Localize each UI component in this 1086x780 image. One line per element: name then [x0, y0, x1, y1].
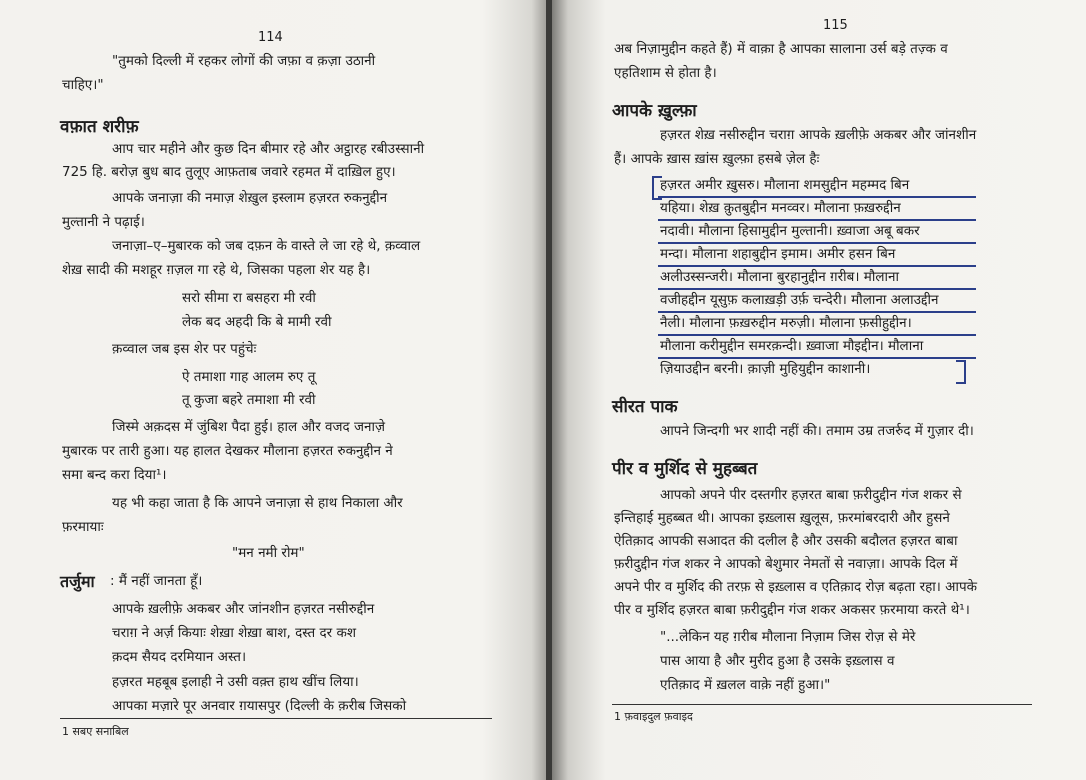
- right-page: [552, 0, 1086, 780]
- khulfa-line: नैली। मौलाना फ़ख़रुद्दीन मरुज़ी। मौलाना फ़सीहुद्दीन।: [660, 315, 912, 331]
- text-line: चराग़ ने अर्ज़ कियाः शेख़ा शेख़ा बाश, दस्त दर कश: [112, 625, 357, 641]
- footnote-rule: [612, 704, 1032, 705]
- text-line: अपने पीर व मुर्शिद की तरफ़ से इख़्लास व एतिक़ाद रोज़ बढ़ता रहा। आपके: [614, 579, 978, 595]
- text-line: जिस्मे अक़दस में जुंबिश पैदा हुई। हाल और वजद जनाज़े: [112, 419, 386, 435]
- section-heading: वफ़ात शरीफ़: [60, 117, 139, 137]
- tarjuma-text: : मैं नहीं जानता हूँ।: [110, 573, 203, 589]
- page-number: 115: [823, 18, 848, 33]
- khulfa-line: हज़रत अमीर ख़ुसरु। मौलाना शमसुद्दीन महम्मद बिन: [660, 177, 910, 193]
- ink-underline: [658, 334, 976, 336]
- text-line: इन्तिहाई मुहब्बत थी। आपका इख़्लास ख़ुलूस, फ़रमांबरदारी और हुसने: [614, 510, 950, 526]
- ink-underline: [658, 242, 976, 244]
- text-line: आप चार महीने और कुछ दिन बीमार रहे और अट्ठारह रबीउस्सानी: [112, 141, 425, 157]
- text-line: मुबारक पर तारी हुआ। यह हालत देखकर मौलाना हज़रत रुकनुद्दीन ने: [62, 443, 393, 459]
- khulfa-line: मौलाना करीमुद्दीन समरक़न्दी। ख़्वाजा मौइद्दीन। मौलाना: [660, 338, 924, 354]
- footnote: 1 सबए सनाबिल: [62, 725, 129, 738]
- quote-line: पास आया है और मुरीद हुआ है उसके इख़्लास व: [660, 653, 895, 669]
- text-line: एहतिशाम से होता है।: [614, 65, 717, 81]
- footnote: 1 फ़वाइदुल फ़वाइद: [614, 710, 693, 723]
- text-line: यह भी कहा जाता है कि आपने जनाज़ा से हाथ निकाला और: [112, 495, 403, 511]
- khulfa-line: ज़ियाउद्दीन बरनी। क़ाज़ी मुहियुद्दीन काशानी।: [660, 361, 871, 377]
- section-heading: आपके ख़ुल्फ़ा: [612, 101, 697, 121]
- text-line: हैं। आपके ख़ास ख़ांस ख़ुल्फ़ा हसबे ज़ेल हैः: [614, 151, 820, 167]
- verse-line: तू कुजा बहरे तमाशा मी रवी: [182, 392, 316, 408]
- text-line: फ़रीदुद्दीन गंज शकर ने आपको बेशुमार नेमतों से नवाज़ा। आपके दिल में: [614, 556, 958, 572]
- quote-line: एतिक़ाद में ख़लल वाक़े नहीं हुआ।": [660, 677, 831, 693]
- text-line: आपका मज़ारे पूर अनवार ग़यासपुर (दिल्ली के क़रीब जिसको: [112, 698, 407, 714]
- ink-underline: [658, 196, 976, 198]
- section-heading: पीर व मुर्शिद से मुहब्बत: [612, 459, 758, 479]
- section-heading: सीरत पाक: [612, 397, 678, 417]
- text-line: हज़रत महबूब इलाही ने उसी वक़्त हाथ खींच लिया।: [112, 674, 359, 690]
- text-line: अब निज़ामुद्दीन कहते हैं) में वाक़ा है आपका सालाना उर्स बड़े तज़्क व: [614, 41, 948, 57]
- ink-underline: [658, 357, 976, 359]
- text-line: हज़रत शेख़ नसीरुद्दीन चराग़ आपके ख़लीफ़े अकबर और जांनशीन: [660, 127, 977, 143]
- text-line: शेख़ सादी की मशहूर ग़ज़ल गा रहे थे, जिसका पहला शेर यह है।: [62, 262, 371, 278]
- tarjuma-label: तर्जुमा: [60, 572, 95, 591]
- text-line: क़व्वाल जब इस शेर पर पहुंचेः: [112, 341, 257, 357]
- text-line: 725 हि. बरोज़ बुध बाद तुलूए आफ़ताब जवारे रहमत में दाख़िल हुए।: [62, 164, 396, 180]
- text-line: आपको अपने पीर दस्तगीर हज़रत बाबा फ़रीदुद्दीन गंज शकर से: [660, 487, 962, 503]
- text-line: मुल्तानी ने पढ़ाई।: [62, 214, 145, 230]
- text-line: "तुमको दिल्ली में रहकर लोगों की जफ़ा व क़ज़ा उठानी: [112, 53, 376, 69]
- text-line: क़दम सैयद दरमियान अस्त।: [112, 649, 247, 665]
- verse-line: सरो सीमा रा बसहरा मी रवी: [182, 290, 316, 306]
- quote-line: "...लेकिन यह ग़रीब मौलाना निज़ाम जिस रोज़ से मेरे: [660, 629, 916, 645]
- khulfa-line: मन्दा। मौलाना शहाबुद्दीन इमाम। अमीर हसन बिन: [660, 246, 896, 262]
- text-line: आपने जिन्दगी भर शादी नहीं की। तमाम उम्र तजर्रुद में गुज़ार दी।: [660, 423, 974, 439]
- quote-line: "मन नमी रोम": [232, 545, 305, 561]
- ink-bracket-close: [956, 360, 966, 384]
- text-line: समा बन्द करा दिया¹।: [62, 467, 167, 483]
- page-number: 114: [258, 30, 283, 45]
- ink-underline: [658, 288, 976, 290]
- footnote-rule: [60, 718, 492, 719]
- text-line: जनाज़ा–ए–मुबारक को जब दफ़न के वास्ते ले जा रहे थे, क़व्वाल: [112, 238, 421, 254]
- khulfa-line: वजीहद्दीन यूसुफ़ कलाख़ड़ी उर्फ़ चन्देरी। मौलाना अलाउद्दीन: [660, 292, 939, 308]
- ink-underline: [658, 265, 976, 267]
- verse-line: लेक बद अहदी कि बे मामी रवी: [182, 314, 332, 330]
- text-line: पीर व मुर्शिद हज़रत बाबा फ़रीदुद्दीन गंज शकर अकसर फ़रमाया करते थे¹।: [614, 602, 970, 618]
- verse-line: ऐ तमाशा गाह आलम रुए तू: [182, 369, 316, 385]
- text-line: आपके जनाज़ा की नमाज़ शेख़ुल इस्लाम हज़रत रुकनुद्दीन: [112, 190, 388, 206]
- text-line: फ़रमायाः: [62, 519, 104, 535]
- khulfa-line: यहिया। शेख़ क़ुतबुद्दीन मनव्वर। मौलाना फ़ख़रुद्दीन: [660, 200, 901, 216]
- ink-underline: [658, 219, 976, 221]
- khulfa-line: अलीउस्सन्जरी। मौलाना बुरहानुद्दीन ग़रीब। मौलाना: [660, 269, 899, 285]
- text-line: आपके ख़लीफ़े अकबर और जांनशीन हज़रत नसीरुद्दीन: [112, 601, 375, 617]
- khulfa-line: नदावी। मौलाना हिसामुद्दीन मुल्तानी। ख़्वाजा अबू बकर: [660, 223, 920, 239]
- ink-underline: [658, 311, 976, 313]
- text-line: ऐतिक़ाद आपकी सआदत की दलील है और उसकी बदौलत हज़रत बाबा: [614, 533, 958, 549]
- text-line: चाहिए।": [62, 77, 104, 93]
